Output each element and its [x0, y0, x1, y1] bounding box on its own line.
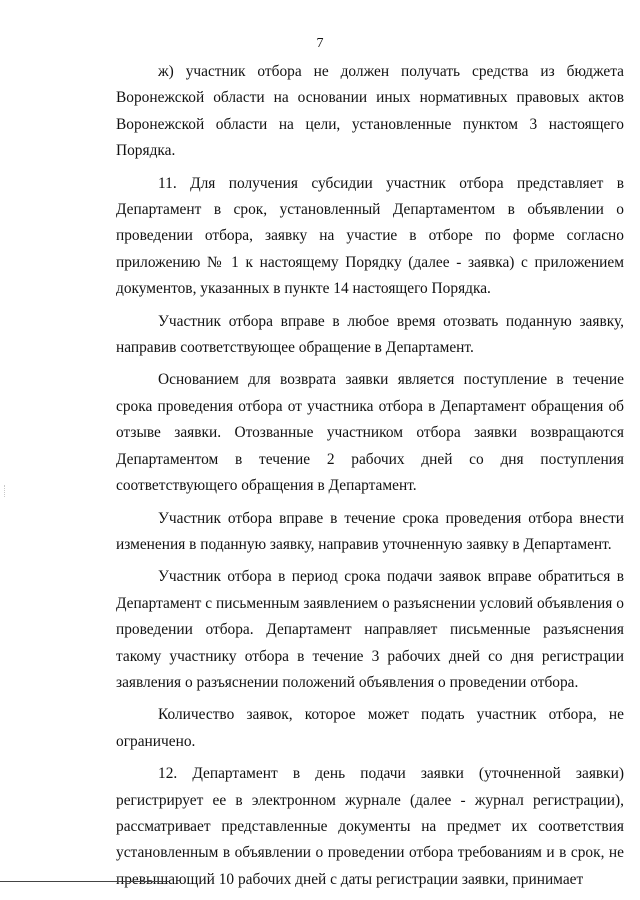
document-body	[116, 59, 624, 898]
paragraph-application-return: Основанием для возврата заявки является поступление в течение срока проведения отбора от участника отбора в Департамент обращения об отзыве заявки. Отозванные участником отбора заявки возвращаются Департаментом в течение 2 рабочих дней со дня поступления соответствующего обращения в Департамент.	[116, 371, 624, 495]
paragraph-zh-budget-funds: ж) участник отбора не должен получать средства из бюджета Воронежской области на основании иных нормативных правовых актов Воронежской области на цели, установленные пунктом 3 настоящего Порядка.	[116, 63, 624, 160]
paragraph-clarification-request: Участник отбора в период срока подачи заявок вправе обратиться в Департамент с письменным заявлением о разъяснении условий объявления о проведении отбора. Департамент направляет письменные разъяснения такому участнику отбора в течение 3 рабочих дней со дня регистрации заявления о разъяснении положений объявления о проведении отбора.	[116, 568, 624, 691]
paragraph-application-count: Количество заявок, которое может подать участник отбора, не ограничено.	[116, 706, 624, 750]
bottom-rule	[0, 881, 170, 882]
paragraph-11-application-submission: 11. Для получения субсидии участник отбора представляет в Департамент в срок, установленный Департаментом в объявлении о проведении отбора, заявку на участие в отборе по форме согласно приложению № 1 к настоящему Порядку (далее - заявка) с приложением документов, указанных в пункте 14 настоящего Порядка.	[116, 174, 624, 298]
paragraph-application-withdrawal: Участник отбора вправе в любое время отозвать поданную заявку, направив соответствующее обращение в Департамент.	[116, 312, 624, 357]
paragraph-12-registration: 12. Департамент в день подачи заявки (уточненной заявки) регистрирует ее в электронном журнале (далее - журнал регистрации), рассматривает представленные документы на предмет их соответствия установленным в объявлении о проведении отбора требованиям и в срок, не превышающий 10 рабочих дней с даты регистрации заявки, принимает	[116, 765, 624, 888]
paragraph-application-changes: Участник отбора вправе в течение срока проведения отбора внести изменения в поданную заявку, направив уточненную заявку в Департамент.	[116, 509, 624, 553]
scan-margin-mark	[4, 485, 6, 497]
page-number: 7	[316, 36, 324, 51]
